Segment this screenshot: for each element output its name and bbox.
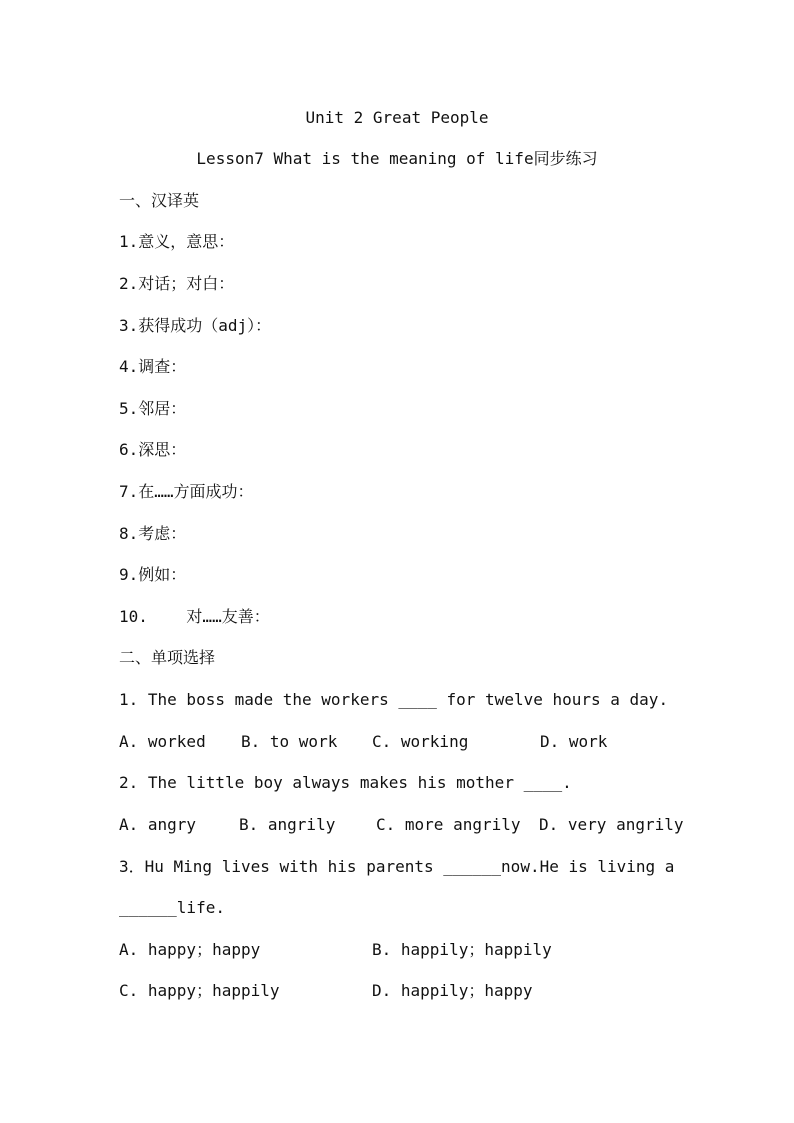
vocab-item-9: 9.例如： — [119, 565, 187, 584]
vocab-item-6: 6.深思： — [119, 440, 187, 459]
vocab-item-1: 1.意义，意思： — [119, 232, 235, 251]
section1-heading: 一、汉译英 — [119, 191, 200, 210]
question-2-option-b: B. angrily — [239, 815, 336, 834]
question-3-stem: 3．Hu Ming lives with his parents ______now.He is living a — [119, 857, 675, 876]
section2-heading: 二、单项选择 — [119, 648, 216, 667]
vocab-item-7: 7.在……方面成功： — [119, 482, 254, 501]
question-2-option-c: C. more angrily — [376, 815, 521, 834]
question-1-option-c: C. working — [372, 732, 469, 751]
vocab-item-10: 10. 对……友善： — [119, 607, 270, 626]
vocab-item-3: 3.获得成功（adj）： — [119, 316, 272, 335]
vocab-item-5: 5.邻居： — [119, 399, 187, 418]
question-3-option-d: D. happily；happy — [372, 981, 533, 1000]
vocab-item-4: 4.调查： — [119, 357, 187, 376]
question-1-stem: 1. The boss made the workers ____ for twelve hours a day. — [119, 690, 669, 709]
vocab-item-8: 8.考虑： — [119, 524, 187, 543]
document-subtitle: Lesson7 What is the meaning of life同步练习 — [196, 149, 598, 168]
question-2-option-a: A. angry — [119, 815, 197, 834]
question-2-stem: 2. The little boy always makes his mother ____. — [119, 773, 572, 792]
question-3-stem-continued: ______life. — [119, 898, 225, 917]
question-2-option-d: D. very angrily — [539, 815, 684, 834]
question-3-option-a: A. happy；happy — [119, 940, 261, 959]
question-3-option-c: C. happy；happily — [119, 981, 280, 1000]
vocab-item-2: 2.对话；对白： — [119, 274, 235, 293]
question-1-option-b: B. to work — [241, 732, 338, 751]
question-3-option-b: B. happily；happily — [372, 940, 552, 959]
question-1-option-a: A. worked — [119, 732, 206, 751]
question-1-option-d: D. work — [540, 732, 608, 751]
document-title: Unit 2 Great People — [305, 108, 489, 127]
